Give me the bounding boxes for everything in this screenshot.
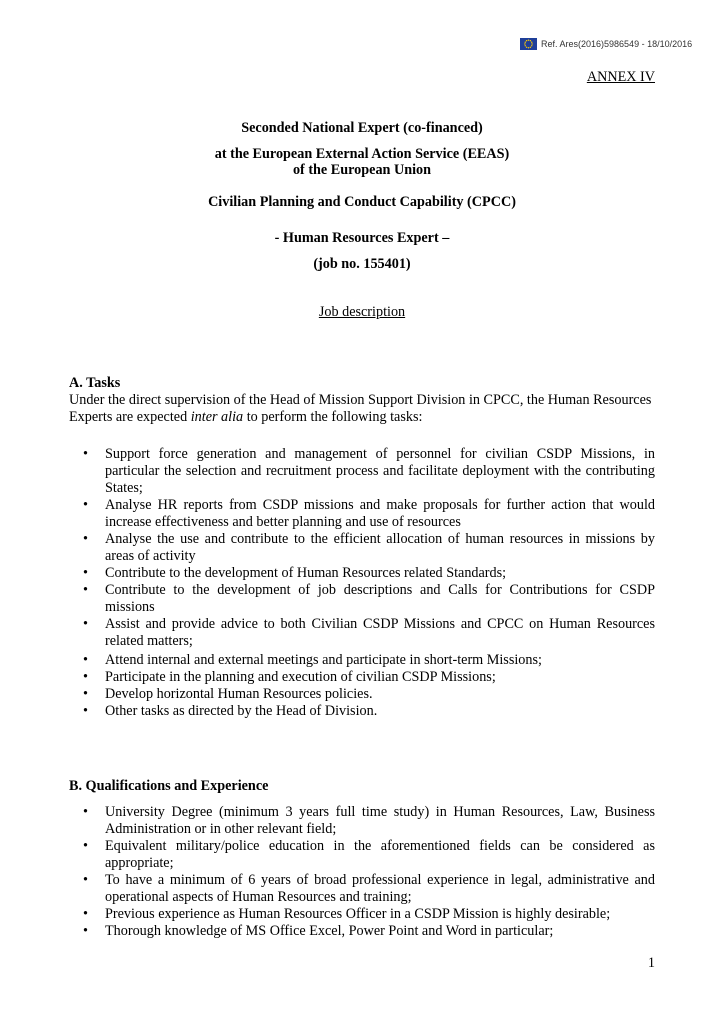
list-item: • Develop horizontal Human Resources policies. [69, 686, 655, 703]
list-item: • Analyse HR reports from CSDP missions and make proposals for further action that would increase effectiveness and better planning and use of resources [69, 497, 655, 531]
qualifications-list [69, 804, 655, 940]
title-line-2: at the European External Action Service (EEAS) [214, 146, 510, 162]
annex-label: ANNEX IV [586, 69, 655, 85]
job-description-heading: Job description [318, 304, 406, 320]
list-item: • Previous experience as Human Resources Officer in a CSDP Mission is highly desirable; [69, 906, 655, 923]
list-item: • Participate in the planning and execution of civilian CSDP Missions; [69, 669, 655, 686]
eu-flag-icon [520, 38, 537, 50]
list-item: • University Degree (minimum 3 years full time study) in Human Resources, Law, Business Administration or in other relevant field; [69, 804, 655, 838]
title-line-3: of the European Union [292, 162, 432, 178]
tasks-intro-end: to perform the following tasks: [243, 409, 423, 425]
qualifications-heading: B. Qualifications and Experience [69, 778, 269, 794]
page-number: 1 [647, 955, 655, 971]
title-line-1: Seconded National Expert (co-financed) [241, 120, 483, 136]
list-item: • Support force generation and management of personnel for civilian CSDP Missions, in particular the selection and recruitment process and facilitate deployment with the contributing States; [69, 446, 655, 497]
tasks-intro-italic: inter alia [190, 409, 244, 425]
title-line-6: (job no. 155401) [313, 256, 411, 272]
tasks-intro-text: Under the direct supervision of the Head of Mission Support Division in CPCC, the Human Resources Experts are expected [69, 392, 652, 425]
reference-stamp [520, 38, 692, 50]
reference-number: Ref. Ares(2016)5986549 - 18/10/2016 [541, 39, 693, 49]
list-item: • Contribute to the development of Human Resources related Standards; [69, 565, 655, 582]
list-item: • Other tasks as directed by the Head of Division. [69, 703, 655, 720]
tasks-list [69, 446, 655, 720]
list-item: • Analyse the use and contribute to the efficient allocation of human resources in missions by areas of activity [69, 531, 655, 565]
title-line-4: Civilian Planning and Conduct Capability (CPCC) [208, 194, 516, 210]
list-item: • Thorough knowledge of MS Office Excel, Power Point and Word in particular; [69, 923, 655, 940]
list-item: • Contribute to the development of job descriptions and Calls for Contributions for CSDP missions [69, 582, 655, 616]
list-item: • Assist and provide advice to both Civilian CSDP Missions and CPCC on Human Resources related matters; [69, 616, 655, 650]
tasks-heading: A. Tasks [69, 375, 121, 391]
list-item: • To have a minimum of 6 years of broad professional experience in legal, administrative and operational aspects of Human Resources and training; [69, 872, 655, 906]
list-item: • Equivalent military/police education in the aforementioned fields can be considered as appropriate; [69, 838, 655, 872]
tasks-intro [69, 392, 655, 426]
title-line-5: - Human Resources Expert – [274, 230, 450, 246]
list-item: • Attend internal and external meetings and participate in short-term Missions; [69, 652, 655, 669]
